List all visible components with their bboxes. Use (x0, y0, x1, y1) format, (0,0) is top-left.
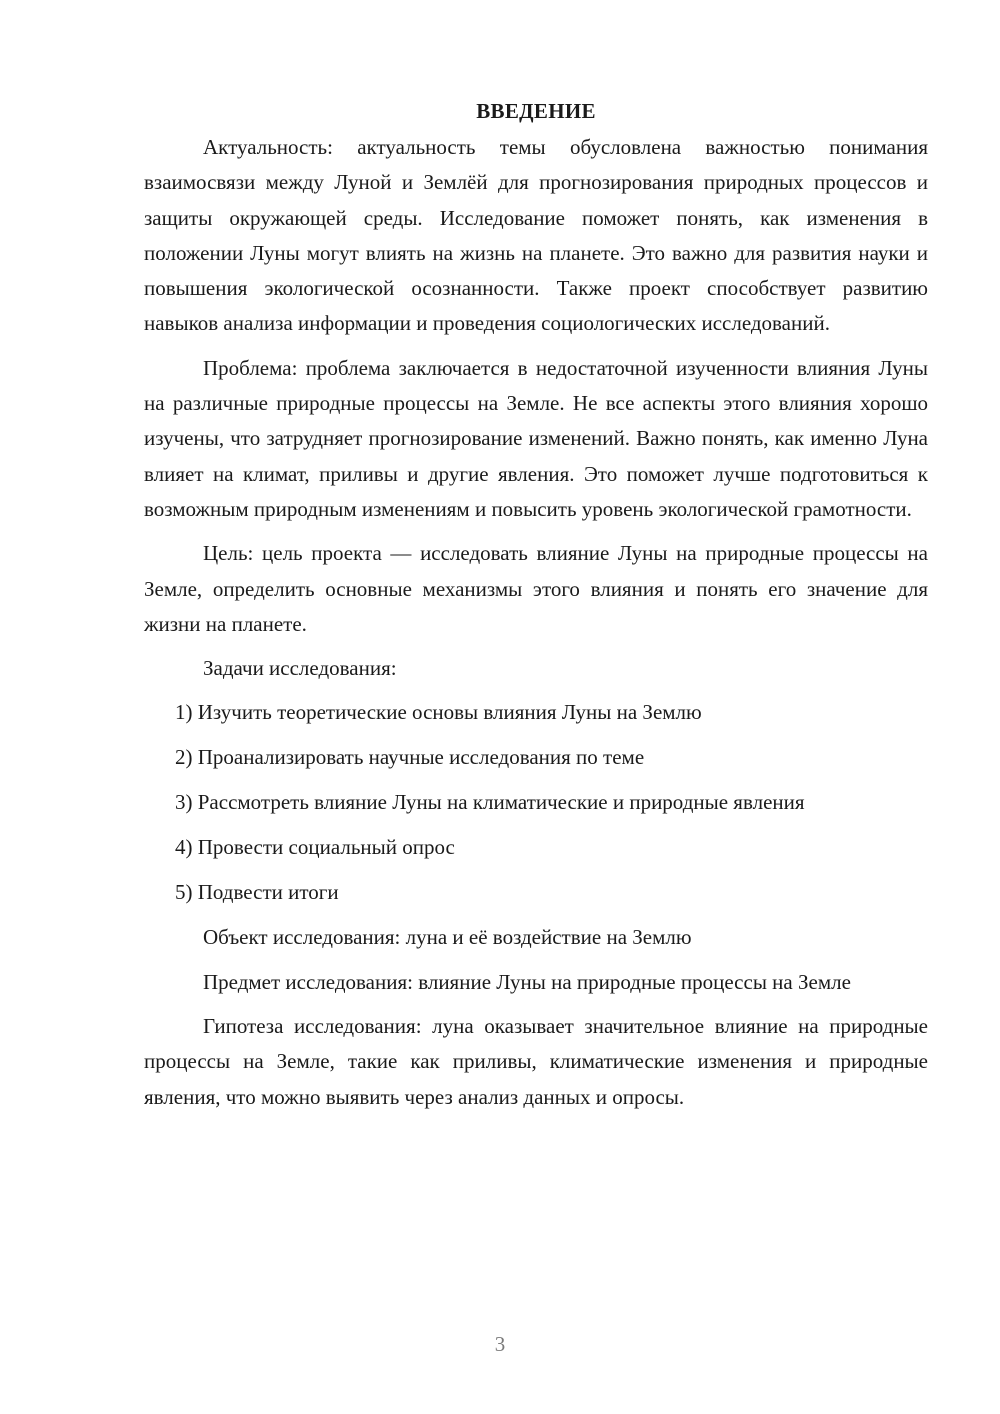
task-item: 2) Проанализировать научные исследования по теме (175, 745, 645, 770)
document-page (144, 96, 928, 1124)
hypothesis-paragraph: Гипотеза исследования: луна оказывает значительное влияние на природные процессы на Земле, такие как приливы, климатические изменения и природные явления, что можно выявить через анализ данных и опросы. (144, 1013, 928, 1109)
task-item: 1) Изучить теоретические основы влияния Луны на Землю (175, 700, 702, 725)
tasks-heading: Задачи исследования: (203, 656, 397, 681)
task-item: 4) Провести социальный опрос (175, 835, 455, 860)
section-title: ВВЕДЕНИЕ (476, 99, 596, 123)
task-item: 5) Подвести итоги (175, 880, 339, 905)
relevance-paragraph: Актуальность: актуальность темы обусловлена важностью понимания взаимосвязи между Луной и Землёй для прогнозирования природных процессов и защиты окружающей среды. Исследование поможет понять, как изменения в положении Луны могут влиять на жизнь на планете. Это важно для развития науки и повышения экологической осознанности. Также проект способствует развитию навыков анализа информации и проведения социологических исследований. (144, 135, 928, 336)
problem-paragraph: Проблема: проблема заключается в недостаточной изученности влияния Луны на различные природные процессы на Земле. Не все аспекты этого влияния хорошо изучены, что затрудняет прогнозирование изменений. Важно понять, как именно Луна влияет на климат, приливы и другие явления. Это поможет лучше подготовиться к возможным природным изменениям и повысить уровень экологической грамотности. (144, 355, 928, 521)
object-paragraph: Объект исследования: луна и её воздействие на Землю (203, 925, 692, 950)
task-item: 3) Рассмотреть влияние Луны на климатические и природные явления (175, 790, 805, 815)
goal-paragraph: Цель: цель проекта — исследовать влияние Луны на природные процессы на Земле, определить основные механизмы этого влияния и понять его значение для жизни на планете. (144, 541, 928, 636)
tasks-list (144, 695, 928, 910)
page-number: 3 (494, 1332, 506, 1356)
subject-paragraph: Предмет исследования: влияние Луны на природные процессы на Земле (203, 969, 851, 994)
